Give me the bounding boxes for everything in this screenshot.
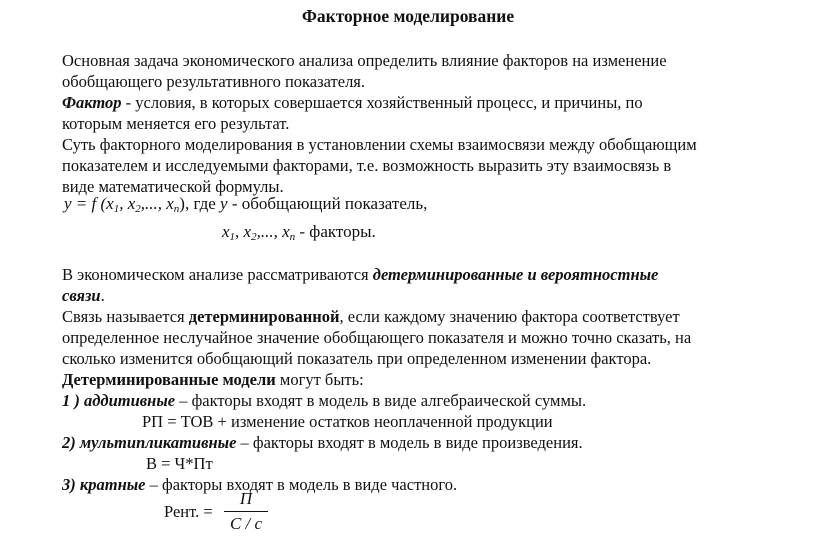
page-title: Факторное моделирование bbox=[301, 6, 515, 26]
text-line: которым меняется его результат. bbox=[62, 114, 290, 133]
formula-additive: РП = ТОВ + изменение остатков неоплаченной продукции bbox=[142, 412, 553, 431]
emphasis: 3) кратные bbox=[62, 475, 146, 494]
text-fragment: – факторы входят в модель в виде произведения. bbox=[236, 433, 583, 452]
text-line: показателем и исследуемыми факторами, т.е. возможность выразить эту взаимосвязь в bbox=[62, 156, 672, 175]
formula-subscript: 2 bbox=[251, 231, 257, 243]
formula-subscript: 1 bbox=[113, 203, 120, 215]
text-fragment: – факторы входят в модель в виде частного. bbox=[145, 475, 458, 494]
models-heading bbox=[62, 369, 802, 390]
fraction-denominator: С / с bbox=[229, 514, 263, 533]
text-fragment: – факторы входят в модель в виде алгебраической суммы. bbox=[175, 391, 587, 410]
formula-multiple-label: Рент. = bbox=[164, 502, 213, 521]
formula-function bbox=[64, 194, 427, 215]
formula-subscript: n bbox=[173, 203, 180, 215]
formula-part: x bbox=[222, 222, 230, 241]
formula-fraction bbox=[224, 488, 268, 535]
text-line: сколько изменится обобщающий показатель при определенном изменении фактора. bbox=[62, 349, 652, 368]
formula-multiplicative: В = Ч*Пт bbox=[146, 454, 213, 473]
formula-subscript: 1 bbox=[229, 231, 236, 243]
emphasis: детерминированной bbox=[188, 307, 340, 326]
text-line: определенное неслучайное значение обобщающего показателя и можно точно сказать, на bbox=[62, 328, 692, 347]
emphasis: 2) мультипликативные bbox=[62, 433, 237, 452]
formula-part: y = f (x bbox=[64, 194, 114, 213]
formula-subscript: 2 bbox=[135, 203, 141, 215]
text-line: Суть факторного моделирования в установлении схемы взаимосвязи между обобщающим bbox=[62, 135, 697, 154]
formula-subscript: n bbox=[289, 231, 296, 243]
emphasis: 1 ) аддитивные bbox=[62, 391, 176, 410]
text-fragment: . bbox=[100, 286, 105, 305]
text-line bbox=[62, 285, 802, 306]
formula-part: ,..., x bbox=[256, 222, 290, 241]
text-fragment: В экономическом анализе рассматриваются bbox=[62, 265, 373, 284]
factor-definition bbox=[62, 92, 802, 113]
model-item-additive bbox=[62, 390, 802, 411]
formula-factors bbox=[222, 222, 376, 243]
formula-part: , x bbox=[119, 194, 136, 213]
text-fragment: - условия, в которых совершается хозяйственный процесс, и причины, по bbox=[121, 93, 643, 112]
text-fragment: , если каждому значению фактора соответствует bbox=[339, 307, 680, 326]
text-line bbox=[62, 264, 802, 285]
formula-part: , x bbox=[235, 222, 252, 241]
text-fragment: Связь называется bbox=[62, 307, 189, 326]
text-fragment: - факторы. bbox=[295, 222, 376, 241]
fraction-numerator: П bbox=[239, 489, 253, 508]
text-line: Основная задача экономического анализа определить влияние факторов на изменение bbox=[62, 51, 667, 70]
fraction-bar bbox=[224, 511, 268, 512]
formula-part: ,..., x bbox=[140, 194, 174, 213]
text-fragment: могут быть: bbox=[275, 370, 364, 389]
model-item-multiple bbox=[62, 474, 802, 495]
text-fragment: - обобщающий показатель, bbox=[227, 194, 428, 213]
models-section bbox=[62, 264, 802, 495]
emphasis: Детерминированные модели bbox=[62, 370, 276, 389]
text-fragment: , где bbox=[184, 194, 221, 213]
formula-var: y bbox=[220, 194, 228, 213]
formula-part: ) bbox=[179, 194, 185, 213]
model-item-multiplicative bbox=[62, 432, 802, 453]
intro-paragraph bbox=[62, 50, 802, 197]
text-line bbox=[62, 306, 802, 327]
text-line: обобщающего результативного показателя. bbox=[62, 72, 366, 91]
term-factor: Фактор bbox=[62, 93, 122, 112]
emphasis: связи bbox=[62, 286, 101, 305]
emphasis: детерминированные и вероятностные bbox=[372, 265, 659, 284]
text-line: виде математической формулы. bbox=[62, 177, 284, 196]
